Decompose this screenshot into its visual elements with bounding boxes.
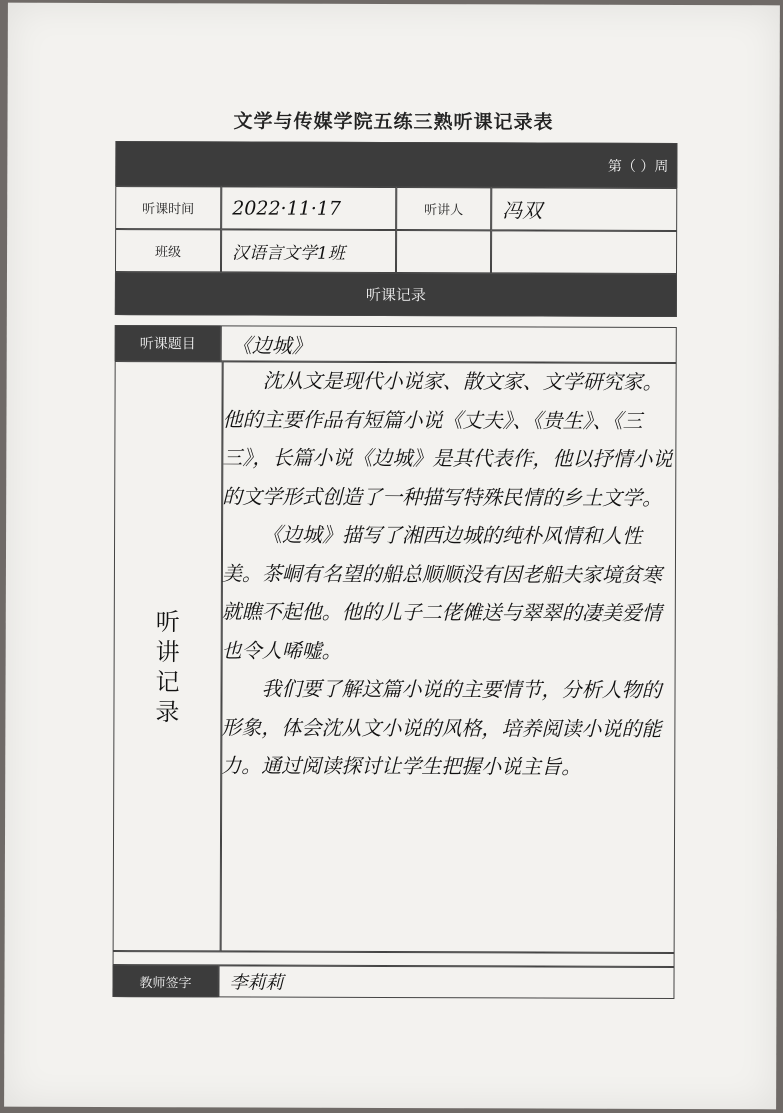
topic-value: 《边城》: [221, 325, 677, 363]
form-title: 文学与传媒学院五练三熟听课记录表: [233, 110, 554, 134]
record-body: [221, 361, 672, 786]
signature-label: 教师签字: [112, 965, 218, 997]
topic-label: 听课题目: [115, 325, 221, 361]
class-label: 班级: [115, 229, 221, 272]
class-empty-cell: [396, 230, 491, 273]
time-label: 听课时间: [115, 186, 221, 229]
class-value: 汉语言文学1班: [221, 229, 396, 273]
week-label: 第（ ）周: [607, 158, 669, 175]
class-empty-cell-2: [491, 230, 677, 274]
time-value: 2022·11·17: [221, 186, 396, 230]
record-paragraph: 《边城》描写了湘西边城的纯朴风情和人性美。茶峒有名望的船总顺顺没有因老船夫家境贫寒就瞧不起他。他的儿子二佬傩送与翠翠的凄美爱情也令人唏嘘。: [221, 522, 662, 663]
record-label: 听讲记录: [155, 608, 180, 727]
record-table: [112, 141, 677, 1003]
week-header: [115, 141, 677, 188]
record-sheet: [4, 3, 780, 1110]
record-paragraph: 我们要了解这篇小说的主要情节，分析人物的形象，体会沈从文小说的风格，培养阅读小说的能力。通过阅读探讨让学生把握小说主旨。: [221, 676, 662, 779]
speaker-value: 冯双: [491, 187, 677, 231]
section-header: 听课记录: [115, 272, 677, 317]
record-paragraph: 沈从文是现代小说家、散文家、文学研究家。他的主要作品有短篇小说《丈夫》、《贵生》、《三三》，长篇小说《边城》是其代表作，他以抒情小说的文学形式创造了一种描写特殊民情的乡土文学。: [222, 368, 673, 510]
speaker-label: 听讲人: [396, 187, 491, 230]
signature-value: 李莉莉: [218, 965, 674, 999]
record-label-cell: [113, 361, 223, 951]
